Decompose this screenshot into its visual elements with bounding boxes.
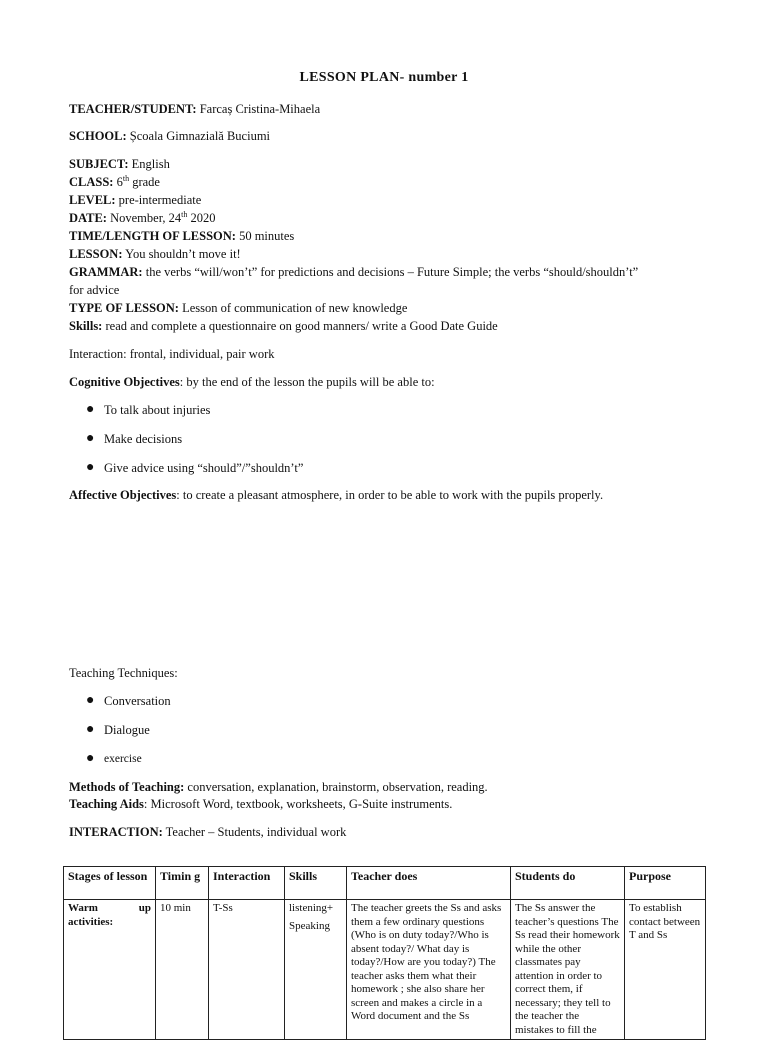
interaction2-line [69,823,346,841]
timing-cell: 10 min [156,900,209,1040]
methods-line [69,778,488,796]
time-line [69,227,294,245]
skills-item: listening+ [289,902,334,914]
time-label: TIME/LENGTH OF LESSON: [69,229,236,243]
affective-objectives [69,486,603,504]
interaction-cell: T-Ss [209,900,285,1040]
stage-word: activities: [68,915,114,928]
type-label: TYPE OF LESSON: [69,301,179,315]
date-prefix: November, 24 [110,211,182,225]
date-sup: th [181,209,188,219]
technique-item: exercise [104,753,142,765]
teacher-value: Farcaș Cristina-Mihaela [199,102,321,116]
class-line [69,173,160,191]
lesson-table [63,866,706,1040]
teacher-label: TEACHER/STUDENT: [69,102,197,116]
class-label: CLASS: [69,175,114,189]
lesson-value: You shouldn’t move it! [125,247,241,261]
school-label: SCHOOL: [69,129,127,143]
school-line [69,127,270,145]
skills-value: read and complete a questionnaire on good manners/ write a Good Date Guide [105,319,498,333]
skills-label: Skills: [69,319,103,333]
teacher-line [69,100,320,118]
table-row [64,900,706,1040]
subject-line [69,155,170,173]
column-header: Interaction [209,867,285,900]
aids-line [69,795,452,813]
stage-title [68,902,151,916]
interaction2-label: INTERACTION: [69,825,163,839]
techniques-heading: Teaching Techniques: [69,666,178,680]
grammar-line-2: for advice [69,283,120,297]
purpose-cell: To establish contact between T and Ss [625,900,706,1040]
column-header: Students do [511,867,625,900]
affective-label: Affective Objectives [69,488,177,502]
column-header: Stages of lesson [64,867,156,900]
time-value: 50 minutes [239,229,295,243]
class-sup: th [122,173,130,183]
cognitive-objectives [69,373,435,391]
column-header: Teacher does [347,867,511,900]
skills-line [69,317,498,335]
bullet-icon: ● [86,722,95,737]
page-title: LESSON PLAN- number 1 [299,70,469,85]
column-header: Timin g [156,867,209,900]
bullet-icon: ● [86,460,95,475]
affective-text: : to create a pleasant atmosphere, in order to be able to work with the pupils properly. [176,488,604,502]
date-year: 2020 [190,211,216,225]
cognitive-item: Make decisions [104,432,183,446]
cognitive-label: Cognitive Objectives [69,375,180,389]
teacher-does-cell: The teacher greets the Ss and asks them a few ordinary questions (Who is on duty today?/Who is absent today?/ What day is today?/How are you today?) The teacher asks them what their homework ; she also share her screen and makes a circle in a Word document and the Ss [347,900,511,1040]
date-line [69,209,215,227]
skills-item: Speaking [289,919,330,932]
subject-value: English [131,157,170,171]
technique-item: Conversation [104,694,171,708]
lesson-line [69,245,241,263]
type-value: Lesson of communication of new knowledge [182,301,408,315]
school-value: Școala Gimnazială Buciumi [129,129,271,143]
interaction-line: Interaction: frontal, individual, pair work [69,347,275,361]
class-value: 6 [116,175,123,189]
methods-text: conversation, explanation, brainstorm, observation, reading. [187,780,488,794]
level-value: pre-intermediate [118,193,202,207]
bullet-icon: ● [86,751,95,766]
cognitive-text: : by the end of the lesson the pupils will be able to: [179,375,435,389]
bullet-icon: ● [86,693,95,708]
date-label: DATE: [69,211,107,225]
skills-cell [285,900,347,1040]
students-do-cell: The Ss answer the teacher’s questions The Ss read their homework while the other classmates pay attention in order to correct them, if necessary; they tell to the teacher the mistakes to fill the [511,900,625,1040]
stage-word: Warm [68,902,98,914]
subject-label: SUBJECT: [69,157,129,171]
aids-text: : Microsoft Word, textbook, worksheets, G-Suite instruments. [143,797,453,811]
type-line [69,299,407,317]
cognitive-item: To talk about injuries [104,403,211,417]
aids-label: Teaching Aids [69,797,144,811]
level-line [69,191,201,209]
stage-cell [64,900,156,1040]
lesson-label: LESSON: [69,247,123,261]
grammar-label: GRAMMAR: [69,265,143,279]
grammar-value: the verbs “will/won’t” for predictions and decisions – Future Simple; the verbs “should/shouldn’t” [145,265,639,279]
column-header: Purpose [625,867,706,900]
class-suffix: grade [132,175,160,189]
bullet-icon: ● [86,431,95,446]
methods-label: Methods of Teaching: [69,780,185,794]
column-header: Skills [285,867,347,900]
bullet-icon: ● [86,402,95,417]
cognitive-item: Give advice using “should”/”shouldn’t” [104,461,304,475]
interaction2-text: Teacher – Students, individual work [165,825,347,839]
technique-item: Dialogue [104,723,150,737]
table-header-row [64,867,706,900]
grammar-line [69,263,638,281]
stage-word: up [138,902,151,914]
level-label: LEVEL: [69,193,116,207]
